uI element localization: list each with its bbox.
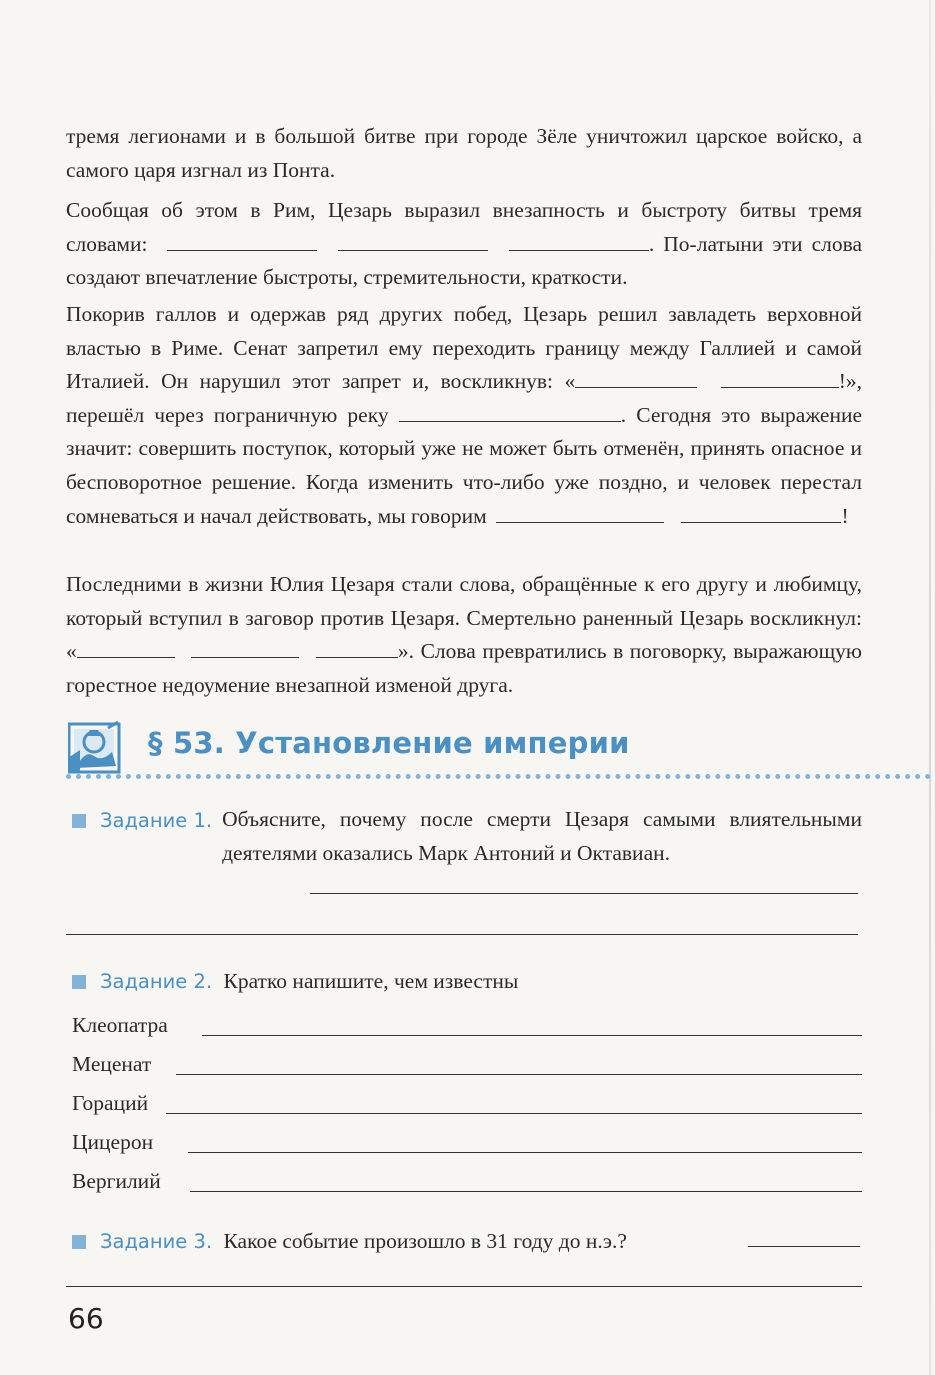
answer-blank-river[interactable] [399,402,621,422]
answer-line[interactable] [190,1191,862,1192]
answer-blank-last-words-3[interactable] [316,638,398,658]
answer-blank-word-3[interactable] [509,231,649,251]
answer-line-task3-2[interactable] [66,1286,862,1287]
field-row-cicero [72,1130,862,1160]
field-label: Цицерон [72,1130,154,1154]
answer-blank-saying-1[interactable] [496,503,664,523]
field-row-horace [72,1091,862,1121]
task-bullet-square [72,1235,86,1249]
paragraph-text-part2: . По-латыни эти слова создают впечатление быстроты, стремительности, краткости. [66,231,863,290]
paragraph-text: тремя легионами и в большой битве при городе Зёле уничтожил царское войско, а самого царя изгнал из Понта. [66,124,862,182]
task-label: Задание 2. [100,970,213,993]
task-text: Кратко напишите, чем известны [223,969,519,993]
answer-blank-exclamation-2[interactable] [721,368,839,388]
paragraph-text-part2: !», перешёл через пограничную реку [66,369,862,427]
answer-blank-saying-2[interactable] [681,503,841,523]
answer-line[interactable] [176,1074,862,1075]
paragraph-caesar-last-words [66,568,862,702]
task-bullet-square [72,814,86,828]
task-label: Задание 3. [100,1230,213,1253]
paragraph-text-part3: . Сегодня это выражение значит: совершить поступок, который уже не может быть отменён, принять опасное и бесповоротное решение. Когда изменить что-либо уже поздно, и человек перестал сомневаться и начал действовать, мы говорим [66,402,863,528]
answer-line[interactable] [188,1152,862,1153]
task-3 [72,1224,862,1259]
field-label: Меценат [72,1052,152,1076]
answer-blank-last-words-2[interactable] [191,638,299,658]
field-label: Гораций [72,1091,149,1115]
answer-blank-word-1[interactable] [167,231,317,251]
answer-line[interactable] [166,1113,862,1114]
field-label: Клеопатра [72,1013,168,1037]
task-text: Объясните, почему после смерти Цезаря самыми влиятельными деятелями оказались Марк Антоний и Октавиан. [222,807,862,865]
paragraph-rubicon [66,298,862,533]
task-2 [72,964,862,999]
answer-line-task1-1[interactable] [310,893,858,894]
answer-line-task3-1[interactable] [748,1246,860,1247]
section-title: § 53. Установление империи [148,726,630,760]
answer-line[interactable] [202,1035,862,1036]
answer-blank-exclamation-1[interactable] [575,368,697,388]
paragraph-caesar-three-words [66,194,862,295]
task-1 [72,802,862,870]
paragraph-text-part1: Покорив галлов и одержав ряд других побед, Цезарь решил завладеть верховной властью в Риме. Сенат запретил ему переходить границу между Галлией и самой Италией. Он нарушил этот запрет и, воскликнув: « [66,302,862,394]
field-row-cleopatra [72,1013,862,1043]
book-spine-shadow [929,0,931,1375]
field-row-virgil [72,1169,862,1199]
section-dotted-divider [66,774,931,779]
paragraph-text-part4: ! [841,503,849,528]
task-bullet-square [72,975,86,989]
field-row-maecenas [72,1052,862,1082]
page-number: 66 [68,1302,104,1335]
paragraph-text-part1: Сообщая об этом в Рим, Цезарь выразил внезапность и быстроту битвы тремя словами: [66,198,862,256]
section-heading [68,720,935,782]
section-emblem-icon [68,720,126,778]
answer-blank-word-2[interactable] [338,231,488,251]
task-label: Задание 1. [100,809,213,832]
paragraph-text-part2: ». Слова превратились в поговорку, выражающую горестное недоумение внезапной изменой друга. [66,639,862,697]
field-label: Вергилий [72,1169,161,1193]
answer-blank-last-words-1[interactable] [77,638,175,658]
task-text: Какое событие произошло в 31 году до н.э.? [223,1229,627,1253]
paragraph-zela-battle [66,120,862,187]
paragraph-text-part1: Последними в жизни Юлия Цезаря стали слова, обращённые к его другу и любимцу, который вступил в заговор против Цезаря. Смертельно раненный Цезарь воскликнул: « [66,572,862,664]
answer-line-task1-2[interactable] [66,934,858,935]
